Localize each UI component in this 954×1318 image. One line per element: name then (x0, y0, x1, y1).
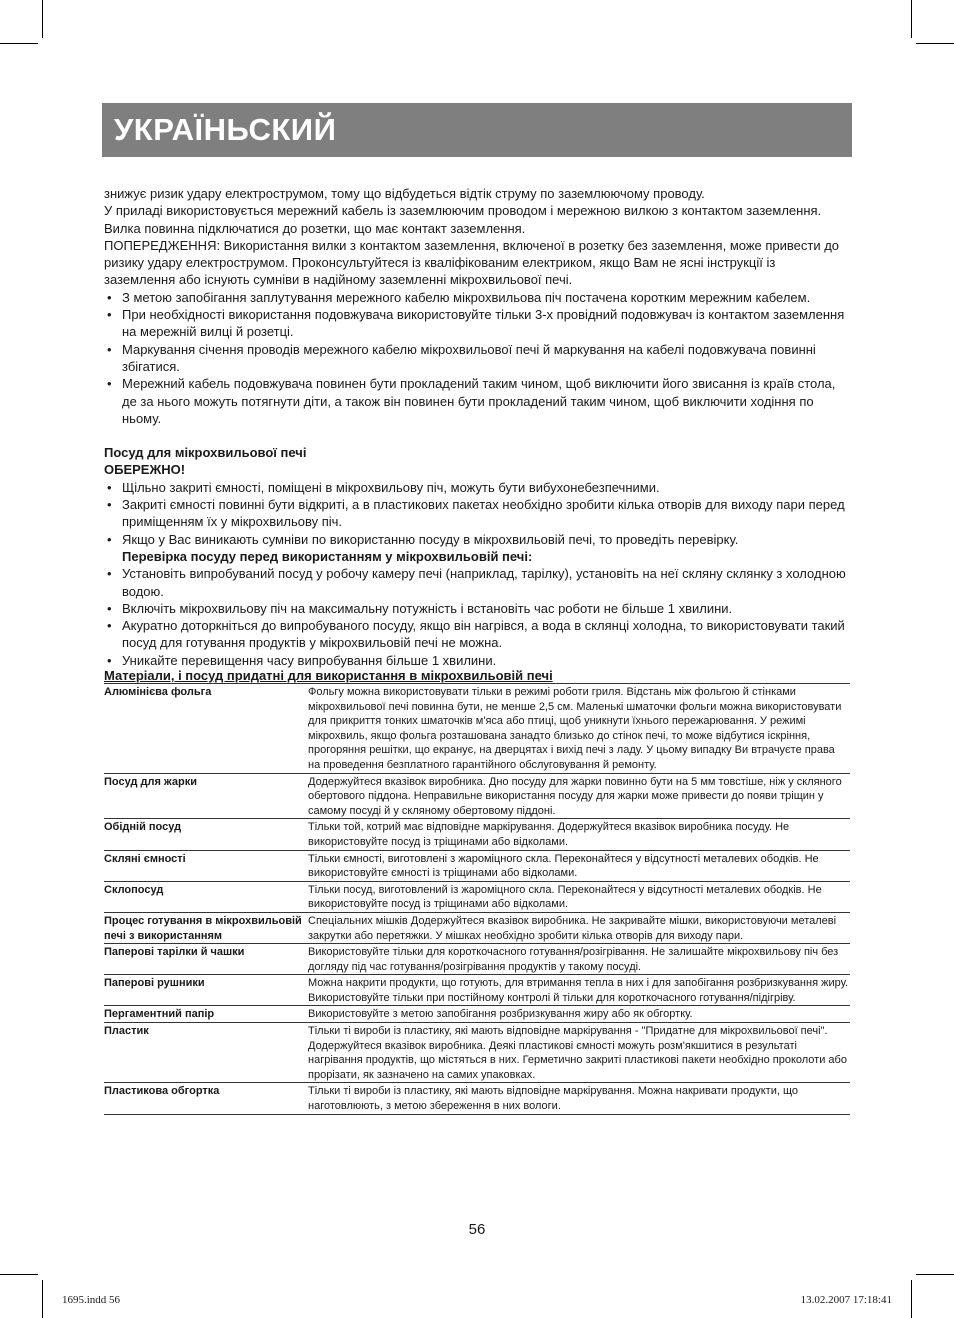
intro-paragraph: ПОПЕРЕДЖЕННЯ: Використання вилки з контактом заземлення, включеної в розетку без заземлення, може привести до ризику удару електрострумом. Проконсультуйтеся із кваліфікованим електриком, якщо Вам не ясні інструкції із заземлення або існують сумніви в надійному заземленні мікрохвильової печі. (104, 237, 840, 288)
list-item: • З метою запобігання заплутування мережного кабелю мікрохвильова піч постачена коротким мережним кабелем. (107, 289, 811, 305)
list-item: • При необхідності використання подовжувача використовуйте тільки 3-х провідний подовжувач із контактом заземлення на мережній вилці й розетці. (107, 307, 845, 340)
material-description: Тільки посуд, виготовлений із жароміцного скла. Переконайтеся у відсутності металевих ободків. Не використовуйте посуд із тріщинами або відколами. (308, 881, 850, 912)
material-name: Пластик (104, 1023, 308, 1083)
crop-mark (916, 43, 954, 44)
material-description: Додержуйтеся вказівок виробника. Дно посуду для жарки повинно бути на 5 мм товстіше, ніж у скляного обертового піддона. Неправильне використання посуду для жарки може привести до появи тріщин у самому посуді й у скляному обертовому піддоні. (308, 773, 850, 819)
intro-paragraph: знижує ризик удару електрострумом, тому що відбудеться відтік струму по заземлюючому проводу. (104, 186, 705, 201)
material-description: Фольгу можна використовувати тільки в режимі роботи гриля. Відстань між фольгою й стінками мікрохвильової печі повинна бути, не менше 2,5 см. Маленькі шматочки фольги можна використовувати для прикриття тонких шматочків м'яса або птиці, щоб уникнути їхнього пережарювання. У режимі мікрохвиль, якщо фольга розташована занадто близько до стінок печі, то може відбутися іскріння, прогоряння решітки, що екранує, на дверцятах і вихід печі з ладу. У цьому випадку Ви втрачуєте права на проведення безплатного гарантійного обслуговування й ремонту. (308, 684, 850, 774)
material-name: Пластикова обгортка (104, 1083, 308, 1114)
list-item: • Установіть випробуваний посуд у робочу камеру печі (наприклад, тарілку), установіть на неї скляну склянку з холодною водою. (107, 566, 846, 599)
material-description: Використовуйте тільки для короткочасного готування/розігрівання. Не залишайте мікрохвильову піч без догляду під час готування/розігрівання продуктів у такому посуді. (308, 944, 850, 975)
material-description: Тільки ємності, виготовлені з жароміцного скла. Переконайтеся у відсутності металевих ободків. Не використовуйте ємності із тріщинами або відколами. (308, 850, 850, 881)
material-description: Можна накрити продукти, що готують, для втримання тепла в них і для запобігання розбризкування жиру. Використовуйте тільки при постійному контролі й тільки для короткочасного готування/підігріву. (308, 975, 850, 1006)
material-name: Посуд для жарки (104, 773, 308, 819)
page-number: 56 (468, 1221, 486, 1238)
crop-mark (916, 1274, 954, 1275)
material-name: Паперові тарілки й чашки (104, 944, 308, 975)
table-row (104, 881, 850, 912)
caution-label: ОБЕРЕЖНО! (104, 462, 186, 478)
material-name: Процес готування в мікрохвильовій печі з використанням (104, 912, 308, 943)
table-row (104, 912, 850, 943)
material-description: Спеціальних мішків Додержуйтеся вказівок виробника. Не закривайте мішки, використовуючи металеві закрутки або перетяжки. У мішках необхідно зробити кілька отворів для виходу пари. (308, 912, 850, 943)
material-name: Алюмінієва фольга (104, 684, 308, 774)
list-item: • Маркування січення проводів мережного кабелю мікрохвильової печі й маркування на кабелі подовжувача повинні збігатися. (107, 341, 816, 374)
material-name: Скляні ємності (104, 850, 308, 881)
test-heading: Перевірка посуду перед використанням у мікрохвильовій печі: (122, 548, 533, 564)
table-row (104, 944, 850, 975)
footer-date: 13.02.2007 17:18:41 (800, 1294, 892, 1306)
table-row (104, 684, 850, 774)
list-item: • Акуратно доторкніться до випробуваного посуду, якщо він нагрівся, а вода в склянці холодна, то використовувати такий посуд для готування продуктів у мікрохвильовій печі не можна. (107, 618, 845, 651)
materials-table-title: Матеріали, і посуд придатні для використання в мікрохвильовій печі (104, 668, 553, 684)
material-description: Тільки ті вироби із пластику, які мають відповідне маркірування. Можна накривати продукти, що наготовлюють, з метою збереження в них вологи. (308, 1083, 850, 1114)
crop-mark (42, 1280, 43, 1318)
material-description: Використовуйте з метою запобігання розбризкування жиру або як обгортку. (308, 1006, 850, 1023)
table-row (104, 773, 850, 819)
table-row (104, 1006, 850, 1023)
list-item: • Закриті ємності повинні бути відкриті, а в пластикових пакетах необхідно зробити кілька отворів для виходу пари перед приміщенням їх у мікрохвильову піч. (107, 497, 845, 530)
table-row (104, 1083, 850, 1114)
main-content (104, 185, 849, 1115)
cookware-bullets (104, 479, 849, 669)
crop-mark (911, 0, 912, 38)
material-name: Паперові рушники (104, 975, 308, 1006)
page-title: УКРАЇНЬСКИЙ (114, 112, 337, 147)
list-item: • Включіть мікрохвильову піч на максимальну потужність і встановіть час роботи не більше 1 хвилини. (107, 600, 733, 616)
footer-file: 1695.indd 56 (62, 1294, 121, 1306)
list-item: • Якщо у Вас виникають сумніви по використанню посуду в мікрохвильовій печі, то проведіть перевірку. Перевірка посуду перед використанням у мікрохвильовій печі: (107, 531, 739, 564)
language-banner (102, 103, 852, 157)
material-description: Тільки той, котрий має відповідне маркірування. Додержуйтеся вказівок виробника посуду. Не використовуйте посуд із тріщинами або відколами. (308, 819, 850, 850)
material-name: Пергаментний папір (104, 1006, 308, 1023)
crop-mark (42, 0, 43, 38)
crop-mark (0, 43, 38, 44)
material-name: Обідній посуд (104, 819, 308, 850)
cable-bullets (104, 289, 849, 427)
table-row (104, 975, 850, 1006)
crop-mark (911, 1280, 912, 1318)
section-heading: Посуд для мікрохвильової печі (104, 445, 307, 461)
table-row (104, 819, 850, 850)
list-item: • Щільно закриті ємності, поміщені в мікрохвильову піч, можуть бути вибухонебезпечними. (107, 479, 660, 495)
table-row (104, 1023, 850, 1083)
material-name: Склопосуд (104, 881, 308, 912)
intro-paragraph: У приладі використовується мережний кабель із заземлюючим проводом і мережною вилкою з контактом заземлення. Вилка повинна підключатися до розетки, що має контакт заземлення. (104, 203, 822, 236)
crop-mark (0, 1274, 38, 1275)
list-item: • Мережний кабель подовжувача повинен бути прокладений таким чином, щоб виключити його звисання із країв стола, де за нього можуть потягнути діти, а також він повинен бути прокладений таким чином, щоб виключити ходіння по ньому. (107, 376, 836, 426)
list-item: • Уникайте перевищення часу випробування більше 1 хвилини. (107, 652, 497, 668)
materials-table (104, 683, 850, 1115)
table-row (104, 850, 850, 881)
material-description: Тільки ті вироби із пластику, які мають відповідне маркірування - "Придатне для мікрохвильової печі". Додержуйтеся вказівок виробника. Деякі пластикові ємності можуть розм'якшитися в результаті нагрівання продуктів, що містяться в них. Герметично закриті пластикові пакети необхідно проколоти або прорізати, як зазначено на самих упаковках. (308, 1023, 850, 1083)
